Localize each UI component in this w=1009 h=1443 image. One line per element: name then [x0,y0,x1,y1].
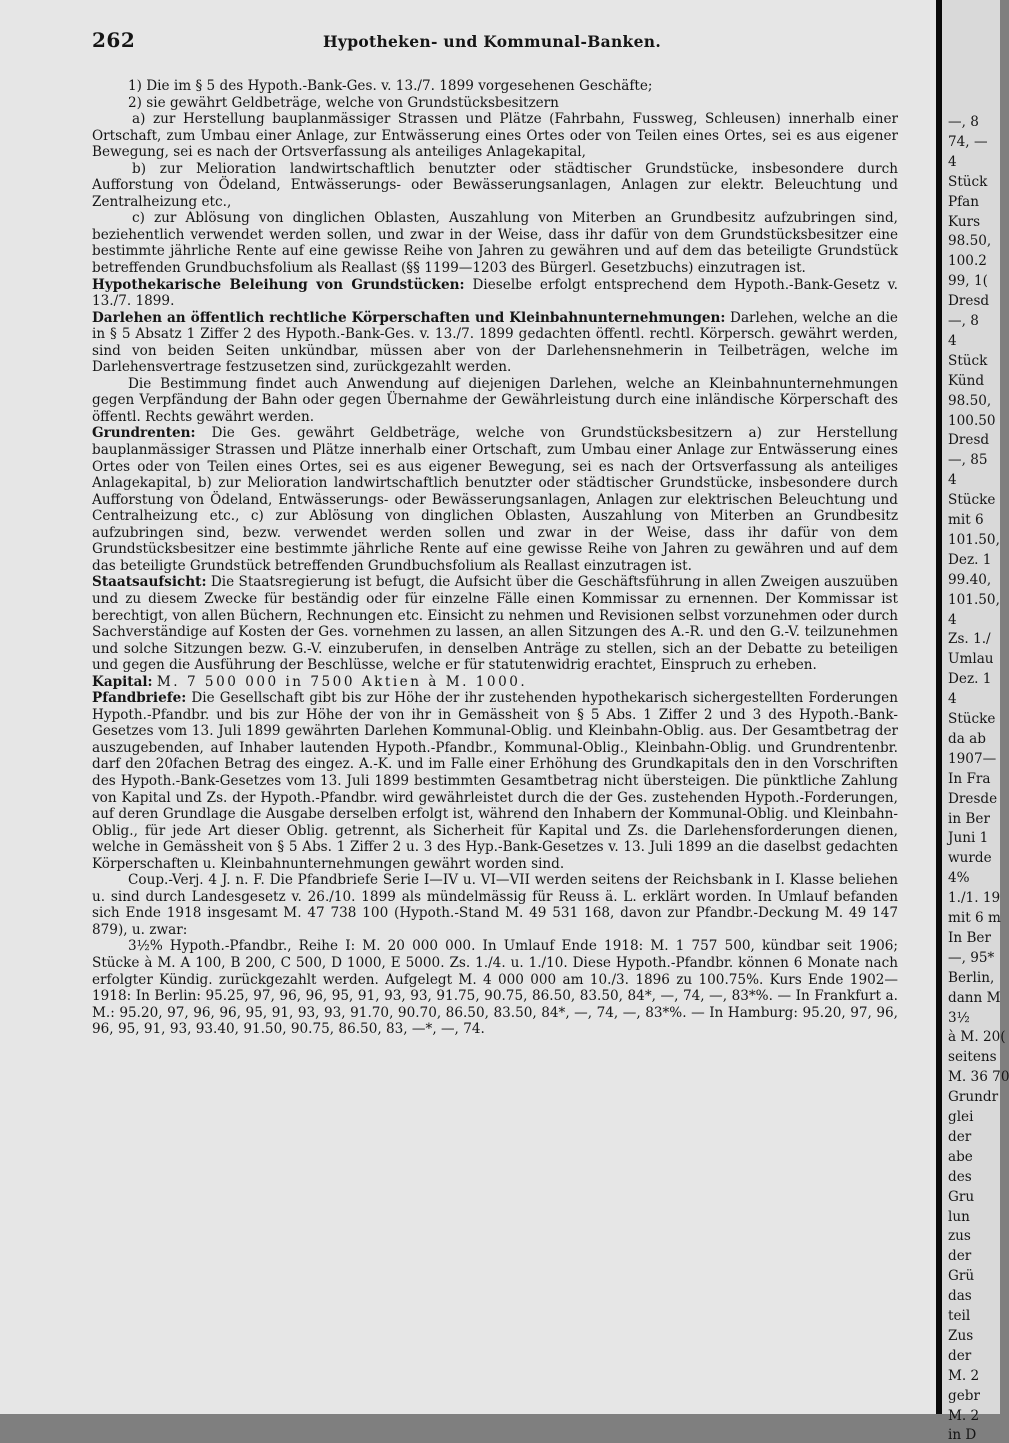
section-grundrenten-heading: Grundrenten: [92,425,196,442]
edge-text-line: 4 [948,332,957,349]
edge-text-line: Stücke [948,492,996,509]
section-beleihung-heading: Hypothekarische Beleihung von Grundstücken: [92,276,465,293]
edge-text-line: —, 85 [948,452,988,469]
edge-text-line: à M. 20( [948,1029,1006,1046]
edge-text-line: da ab [948,730,986,747]
edge-text-line: —, 95* [948,949,995,966]
edge-text-line: Berlin, [948,969,995,986]
running-title: Hypotheken- und Kommunal-Banken. [322,32,662,51]
edge-text-line: 98.50, [948,392,992,409]
edge-text-line: des [948,1168,972,1185]
section-darlehen-paragraph-2: Die Bestimmung findet auch Anwendung auf diejenigen Darlehen, welche an Kleinbahnunternehmungen gegen Verpfändung der Bahn oder gegen Übernahme der Gewährleistung durch eine inländische Körperschaft des öffentl. Rechts gewährt werden. [92,375,898,425]
edge-text-line: in D [948,1427,977,1443]
edge-text-line: lun [948,1208,970,1225]
edge-text-line: zus [948,1228,971,1245]
edge-text-line: 98.50, [948,233,992,250]
edge-text-line: 1907— [948,750,997,767]
edge-text-line: 74, — [948,133,988,150]
section-beleihung-text: Dieselbe erfolgt entsprechend dem Hypoth.-Bank-Gesetz v. 13./7. 1899. [92,276,898,310]
edge-text-line: in Ber [948,810,990,827]
edge-text-line: M. 36 70 [948,1069,1009,1086]
section-grundrenten-text: Die Ges. gewährt Geldbeträge, welche von Grundstücksbesitzern a) zur Herstellung bauplanmässiger Strassen und Plätze innerhalb einer Ortschaft, zum Umbau einer Anlage zur Entwässerung eines Ortes oder von Teilen eines Ortes, sei es aus eigener Bewegung, sei es nach der Ortsverfassung als anteiliges Anlagekapital, b) zur Melioration landwirtschaftlich benutzter oder städtischer Grundstücke, insbesondere durch Aufforstung von Ödeland, Entwässerungs- oder Bewässerungsanlagen, Anlagen zur elektrischen Beleuchtung und Centralheizung etc., c) zur Ablösung von dinglichen Oblasten, Auszahlung von Miterben an Grundbesitz aufzubringen sind, bezw. verwendet werden sollen und zwar in der Weise, dass ihr dafür von dem Grundstücksbesitzer eine bestimmte jährliche Rente auf eine gewisse Reihe von Jahren zu gewähren und auf dem das beteiligte Grundstück betreffenden Grundbuchsfolium als Reallast einzutragen ist. [92,425,898,574]
section-beleihung [92,277,898,310]
edge-text-line: Gru [948,1188,975,1205]
series-1-paragraph: 3½% Hypoth.-Pfandbr., Reihe I: M. 20 000 000. In Umlauf Ende 1918: M. 1 757 500, kündbar seit 1906; Stücke à M. A 100, B 200, C 500, D 1000, E 5000. Zs. 1./4. u. 1./10. Diese Hypoth.-Pfandbr. können 6 Monate nach erfolgter Kündig. zurückgezahlt werden. Aufgelegt M. 4 000 000 am 10./3. 1896 zu 100.75%. Kurs Ende 1902—1918: In Berlin: 95.25, 97, 96, 96, 95, 91, 93, 93, 91.75, 90.75, 86.50, 83.50, 84*, —, 74, —, 83*%. — In Frankfurt a. M.: 95.20, 97, 96, 96, 95, 91, 93, 93, 91.70, 90.70, 86.50, 83.50, 84*, —, 74, —, 83*%. — In Hamburg: 95.20, 97, 96, 96, 95, 91, 93, 93.40, 91.50, 90.75, 86.50, 83, —*, —, 74. [92,938,898,1038]
section-darlehen [92,310,898,376]
edge-text-line: M. 2 [948,1367,980,1384]
edge-text-line: gebr [948,1387,980,1404]
section-pfandbriefe-heading: Pfandbriefe: [92,690,187,707]
section-grundrenten [92,425,898,574]
edge-text-line: M. 2 [948,1407,980,1424]
edge-text-line: dann M [948,989,1001,1006]
edge-text-line: abe [948,1148,973,1165]
edge-text-line: 3½ [948,1009,970,1026]
coupon-paragraph: Coup.-Verj. 4 J. n. F. Die Pfandbriefe Serie I—IV u. VI—VII werden seitens der Reichsbank in I. Klasse beliehen u. sind durch Landesgesetz v. 26./10. 1899 als mündelmässig für Reuss ä. L. erklärt worden. In Umlauf befanden sich Ende 1918 insgesamt M. 47 738 100 (Hypoth.-Stand M. 49 531 168, davon zur Pfandbr.-Deckung M. 49 147 879), u. zwar: [92,872,898,938]
edge-text-line: Dez. 1 [948,671,992,688]
edge-text-line: der [948,1347,972,1364]
edge-text-line: Juni 1 [948,830,989,847]
business-item-2a: a) zur Herstellung bauplanmässiger Strassen und Plätze (Fahrbahn, Fussweg, Schleusen) innerhalb einer Ortschaft, zum Umbau einer Anlage, zur Entwässerung eines Ortes oder von Teilen eines Ortes, sei es aus eigener Bewegung, sei es nach der Ortsverfassung als anteiliges Anlagekapital, [92,111,898,161]
section-darlehen-text: Darlehen, welche an die in § 5 Absatz 1 Ziffer 2 des Hypoth.-Bank-Ges. v. 13./7. 1899 gedachten öffentl. rechtl. Körpersch. gewährt werden, sind von beiden Seiten unkündbar, müssen aber von der Darlehensnehmerin in Teilbeträgen, welche im Darlehensvertrage festzusetzen sind, zurückgezahlt werden. [92,309,898,376]
edge-text-line: Umlau [948,651,994,668]
section-pfandbriefe [92,690,898,872]
edge-text-line: glei [948,1109,974,1125]
edge-text-line: Stück [948,173,988,190]
edge-text-line: 1./1. 19 [948,890,1001,907]
business-item-1: 1) Die im § 5 des Hypoth.-Bank-Ges. v. 13./7. 1899 vorgesehenen Geschäfte; [128,78,653,94]
edge-text-line: Künd [948,372,985,389]
section-staatsaufsicht-heading: Staatsaufsicht: [92,574,207,591]
section-darlehen-heading: Darlehen an öffentlich rechtliche Körperschaften und Kleinbahnunternehmungen: [92,309,726,326]
section-kapital-text: M. 7 500 000 in 7500 Aktien à M. 1000. [156,673,528,690]
adjacent-page-edge [936,0,1009,1443]
edge-text-line: 101.50, [948,531,1000,548]
edge-text-line: der [948,1128,972,1145]
edge-text-line: mit 6 m [948,910,1001,926]
page-header [92,28,892,62]
edge-text-line: das [948,1288,972,1305]
business-item-2: 2) sie gewährt Geldbeträge, welche von Grundstücksbesitzern [128,94,559,111]
edge-text-line: Grü [948,1268,975,1285]
section-kapital-heading: Kapital: [92,673,153,690]
edge-text-line: teil [948,1308,971,1324]
edge-text-line: 4 [948,153,957,170]
edge-text-line: Dresde [948,790,998,807]
business-item-2c: c) zur Ablösung von dinglichen Oblasten, Auszahlung von Miterben an Grundbesitz aufzubringen sind, beziehentlich verwendet werden sollen, und zwar in der Weise, dass ihr dafür von dem Grundstücksbesitzer eine bestimmte jährliche Rente auf eine gewisse Reihe von Jahren zu gewähren und auf dem das beteiligte Grundstück betreffenden Grundbuchsfolium als Reallast (§§ 1199—1203 des Bürgerl. Gesetzbuchs) einzutragen ist. [92,210,898,277]
edge-text-line: 100.50 [948,412,996,429]
edge-text-line: Kurs [948,213,981,230]
edge-text-line: Pfan [948,193,980,210]
section-staatsaufsicht-text: Die Staatsregierung ist befugt, die Aufsicht über die Geschäftsführung in allen Zweigen auszuüben und zu diesem Zwecke für beständig oder für einzelne Fälle einen Kommissar zu ernennen. Der Kommissar ist berechtigt, von allen Büchern, Rechnungen etc. Einsicht zu nehmen und Revisionen selbst vorzunehmen oder durch Sachverständige auf Kosten der Ges. vornehmen zu lassen, an allen Sitzungen des A.-R. und den G.-V. teilzunehmen und solche Sitzungen bezw. G.-V. einzuberufen, in denselben Anträge zu stellen, sich an der Debatte zu beteiligen und gegen die Ausführung der Beschlüsse, welche er für statutenwidrig erachtet, Einspruch zu erheben. [92,574,898,674]
edge-text-line: Stücke [948,711,996,727]
edge-text-line: 4% [948,870,970,887]
edge-text-line: 100.2 [948,253,987,270]
edge-text-line: Dez. 1 [948,551,992,568]
edge-text-line: —, 8 [948,114,979,130]
edge-text-line: Dresd [948,432,990,449]
edge-text-line: wurde [948,850,992,867]
edge-text-line: Zs. 1./ [948,631,991,648]
edge-text-line: In Ber [948,929,991,946]
edge-text-line: —, 8 [948,313,979,329]
edge-text-line: mit 6 [948,512,984,528]
edge-text-line: Zus [948,1327,974,1344]
edge-text-line: Stück [948,352,988,369]
edge-text-line: der [948,1248,972,1265]
edge-text-line: Grundr [948,1089,999,1106]
section-staatsaufsicht [92,574,898,673]
edge-text-line: Dresd [948,293,990,310]
edge-text-line: 4 [948,611,957,628]
page-number: 262 [92,28,136,52]
edge-text-line: 4 [948,691,957,708]
edge-text-line: 99, 1( [948,273,988,290]
body-text [92,78,898,1038]
edge-text-line: seitens [948,1049,997,1066]
business-item-2b: b) zur Melioration landwirtschaftlich benutzter oder städtischer Grundstücke, insbesondere durch Aufforstung von Ödeland, Entwässerungs- oder Bewässerungsanlagen, Anlagen zur elektr. Beleuchtung und Zentralheizung etc., [92,160,898,210]
edge-text-line: 99.40, [948,571,992,588]
edge-text-line: 101.50, [948,591,1000,608]
section-pfandbriefe-text: Die Gesellschaft gibt bis zur Höhe der ihr zustehenden hypothekarisch sichergestellten Forderungen Hypoth.-Pfandbr. und bis zur Höhe der von ihr in Gemässheit von § 5 Abs. 1 Ziffer 2 und 3 des Hypoth.-Bank-Gesetzes vom 13. Juli 1899 gewährten Darlehen Kommunal-Oblig. und Kleinbahn-Oblig. aus. Der Gesamtbetrag der auszugebenden, auf Inhaber lautenden Hypoth.-Pfandbr., Kommunal-Oblig., Kleinbahn-Oblig. und Grundrentenbr. darf den 20fachen Betrag des eingez. A.-K. und im Falle einer Erhöhung des Grundkapitals den in den Vorschriften des Hypoth.-Bank-Gesetzes vom 13. Juli 1899 bestimmten Gesamtbetrag nicht übersteigen. Die pünktliche Zahlung von Kapital und Zs. der Hypoth.-Pfandbr. wird gewährleistet durch die der Ges. zustehenden Hypoth.-Forderungen, auf deren Grundlage die Ausgabe derselben erfolgt ist, während den Inhabern der Kommunal-Oblig. und Kleinbahn-Oblig., für jede Art dieser Oblig. getrennt, als Sicherheit für Kapital und Zs. die Darlehensforderungen dienen, welche in Gemässheit von § 5 Abs. 1 Ziffer 2 u. 3 des Hyp.-Bank-Gesetzes v. 13. Juli 1899 an die daselbst gedachten Körperschaften u. Kleinbahnunternehmungen gewährt worden sind. [92,690,898,872]
edge-text-line: In Fra [948,770,991,787]
edge-text-line: 4 [948,472,957,489]
section-kapital [92,674,898,691]
